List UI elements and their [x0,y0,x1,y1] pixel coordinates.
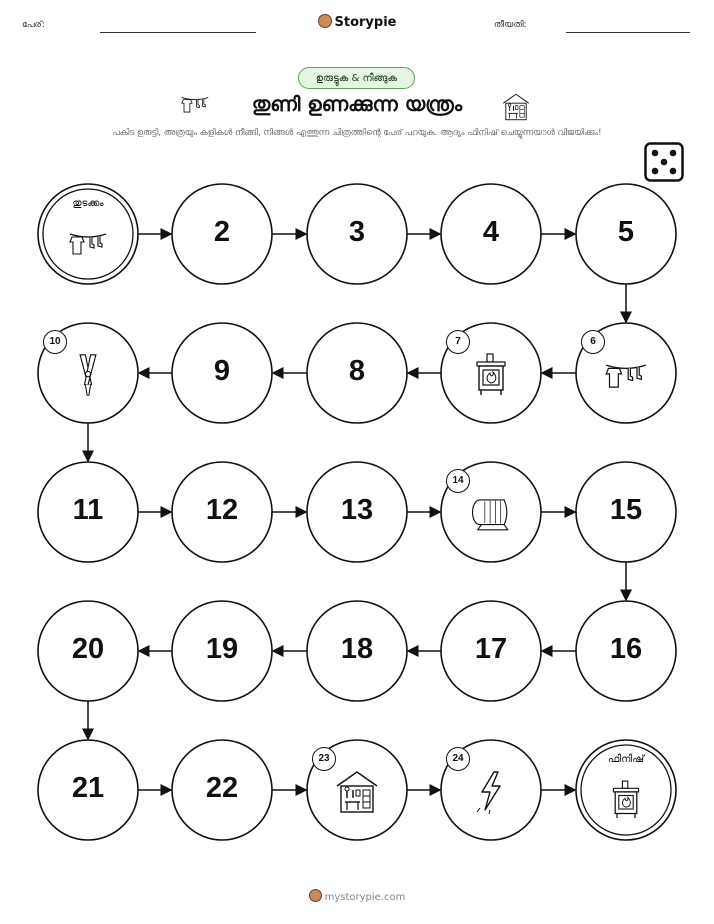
cell-number: 22 [205,772,239,804]
page-title: തുണി ഉണക്കുന്ന യന്ത്രം [251,92,463,116]
cell-number: 20 [71,633,105,665]
cell-number-badge: 23 [312,747,336,771]
footer-url: mystorypie.com [324,892,406,903]
cell-number: 2 [213,216,231,248]
instructions: പകിട ഉരുട്ടി, അത്രയും കളികൾ നീങ്ങി, നിങ്ങൾ എത്തുന്ന ചിത്രത്തിന്റെ പേര് പറയുക. ആദ്യം ഫിനിഷ് ചെയ്യുന്നയാൾ വിജയിക്കും! [112,128,602,138]
cell-number: 3 [348,216,366,248]
cell-number: 13 [340,494,374,526]
cell-number: 8 [348,355,366,387]
cell-number: 17 [474,633,508,665]
cell-number: 5 [617,216,635,248]
dice-icon[interactable] [646,144,683,181]
cell-number: 15 [609,494,643,526]
clothesline-icon [182,97,208,112]
cell-number: 9 [213,355,231,387]
cell-number: 16 [609,633,643,665]
workshop-icon [503,94,528,119]
cell-number: 11 [72,494,104,526]
cell-number: 12 [205,494,239,526]
cell-number-badge: 10 [43,330,67,354]
cell-number: 19 [205,633,239,665]
finish-label: ഫിനിഷ് [607,754,645,765]
cell-number-badge: 14 [446,469,470,493]
bear-icon [309,889,322,902]
brand-name: Storypie [334,15,397,30]
cell-number: 4 [482,216,500,248]
footer [0,889,714,903]
start-label: തുടക്കം [72,198,104,209]
cell-number-badge: 6 [581,330,605,354]
cell-number: 18 [340,633,374,665]
cell-number-badge: 7 [446,330,470,354]
activity-tag: ഉരുട്ടുക & നീങ്ങുക [298,67,415,89]
cell-number-badge: 24 [446,747,470,771]
name-label: പേര്: [22,20,45,30]
date-label: തീയതി: [494,20,527,30]
cell-number: 21 [71,772,105,804]
